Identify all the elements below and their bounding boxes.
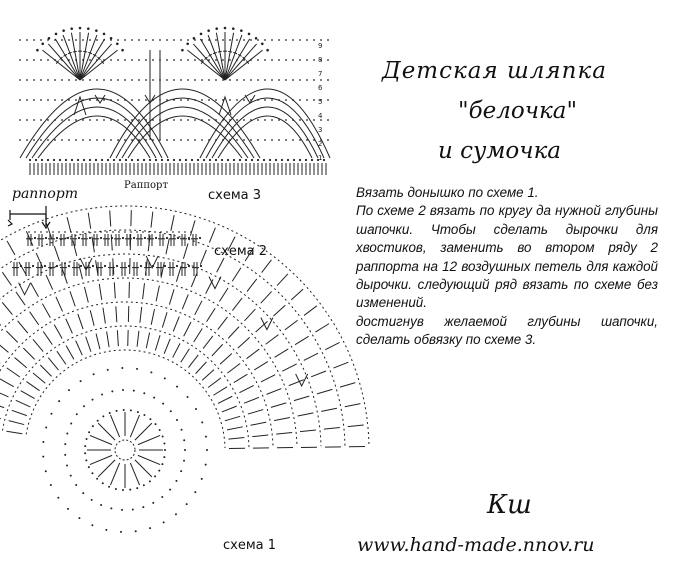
row-number: 2: [318, 140, 323, 148]
instructions-text: [356, 184, 658, 350]
row-number: 5: [318, 98, 323, 106]
raport-print-label: Раппорт: [124, 180, 168, 191]
author-signature: Кш: [487, 490, 532, 520]
instruction-line: Вязать донышко по схеме 1.: [356, 185, 539, 200]
scheme-1-chart: [0, 206, 369, 533]
row-number: 4: [318, 112, 323, 120]
title-line-2: "белочка": [458, 98, 578, 124]
title-line-1: Детская шляпка: [382, 58, 607, 84]
scheme-2-label: схема 2: [214, 244, 268, 259]
row-number: 6: [318, 84, 323, 92]
scheme-1-label: схема 1: [223, 538, 277, 553]
raport-bracket: [8, 206, 50, 228]
website-url: www.hand-made.nnov.ru: [357, 534, 595, 556]
raport-hand-label: раппорт: [12, 186, 79, 202]
scheme-3-label: схема 3: [208, 188, 262, 203]
instruction-line: По схеме 2 вязать по кругу да нужной глубины шапочки. Чтобы сделать дырочки для хвостиков, заменить во втором ряду 2 раппорта на 12 воздушных петель для каждой дырочки. следующий ряд вязать по схеме без изменений.: [356, 203, 658, 311]
instruction-line: достигнув желаемой глубины шапочки, сделать обвязку по схеме 3.: [356, 313, 658, 348]
title-line-3: и сумочка: [438, 138, 562, 164]
scheme-2-chart: [12, 232, 202, 276]
row-number: 8: [318, 56, 323, 64]
row-number: 1: [318, 154, 323, 162]
row-number: 7: [318, 70, 323, 78]
row-number: 9: [318, 42, 323, 50]
row-numbers: [318, 42, 323, 162]
row-number: 3: [318, 126, 323, 134]
scheme-3-chart: [19, 27, 330, 175]
